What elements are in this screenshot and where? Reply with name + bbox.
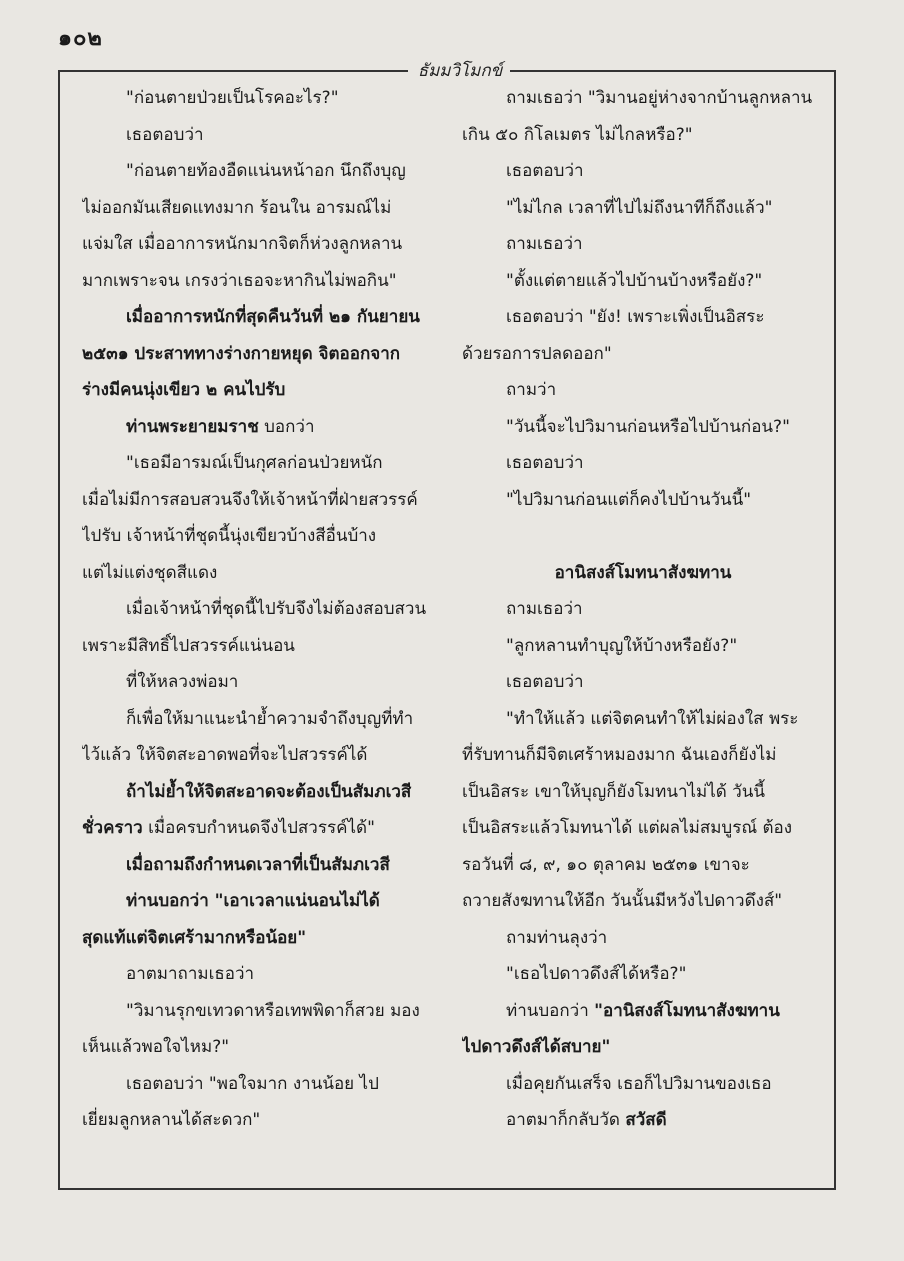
- left-column-line: "ก่อนตายท้องอืดแน่นหน้าอก นึกถึงบุญ: [126, 161, 406, 181]
- left-column-line: อาตมาถามเธอว่า: [126, 964, 255, 984]
- right-column-line: เป็นอิสระแล้วโมทนาได้ แต่ผลไม่สมบูรณ์ ต้อง: [462, 818, 793, 838]
- right-column-line: "เธอไปดาวดึงส์ได้หรือ?": [506, 964, 687, 984]
- left-column-line: แจ่มใส เมื่ออาการหนักมากจิตก็ห่วงลูกหลาน: [82, 234, 403, 254]
- right-column-line: เธอตอบว่า "ยัง! เพราะเพิ่งเป็นอิสระ: [506, 307, 765, 327]
- left-column: [82, 80, 444, 1139]
- left-column-line: แต่ไม่แต่งชุดสีแดง: [82, 562, 218, 583]
- left-column-line: เมื่ออาการหนักที่สุดคืนวันที่ ๒๑ กันยายน: [126, 307, 420, 327]
- left-column-line: ๒๕๓๑ ประสาททางร่างกายหยุด จิตออกจาก: [82, 343, 401, 364]
- right-column-line: "วันนี้จะไปวิมานก่อนหรือไปบ้านก่อน?": [506, 416, 790, 437]
- right-column-line: เธอตอบว่า: [506, 453, 584, 473]
- right-column-line: ที่รับทานก็มีจิตเศร้าหมองมาก ฉันเองก็ยังไม่: [462, 745, 777, 765]
- left-column-line: สุดแท้แต่จิตเศร้ามากหรือน้อย": [82, 927, 307, 948]
- right-column-line: ถามเธอว่า: [506, 234, 583, 254]
- right-column-line: "ลูกหลานทำบุญให้บ้างหรือยัง?": [506, 635, 738, 656]
- left-column-line: เพราะมีสิทธิ์ไปสวรรค์แน่นอน: [82, 635, 295, 656]
- left-column-line: เธอตอบว่า: [126, 124, 204, 145]
- left-column-line: เมื่อไม่มีการสอบสวนจึงให้เจ้าหน้าที่ฝ่ายสวรรค์: [82, 489, 418, 510]
- running-head: ธัมมวิโมกข์: [417, 61, 503, 81]
- left-column-line: "วิมานรุกขเทวดาหรือเทพพิดาก็สวย มอง: [126, 1000, 420, 1021]
- right-column-line: ถวายสังฆทานให้อีก วันนั้นมีหวังไปดาวดึงส์": [462, 891, 783, 911]
- right-column-line: เป็นอิสระ เขาให้บุญก็ยังโมทนาไม่ได้ วันนี้: [462, 781, 766, 802]
- right-column-line: อานิสงส์โมทนาสังฆทาน: [554, 562, 732, 583]
- right-column-line: ถามท่านลุงว่า: [506, 927, 608, 948]
- left-column-line: เยี่ยมลูกหลานได้สะดวก": [82, 1110, 261, 1130]
- right-column-line: "ไม่ไกล เวลาที่ไปไม่ถึงนาทีก็ถึงแล้ว": [506, 197, 773, 218]
- left-column-line: ถ้าไม่ย้ำให้จิตสะอาดจะต้องเป็นสัมภเวสี: [126, 781, 412, 802]
- right-column-line: [462, 518, 824, 555]
- right-column-line: เธอตอบว่า: [506, 161, 584, 181]
- left-column-line: เห็นแล้วพอใจไหม?": [82, 1037, 230, 1057]
- left-column-line: ท่านพระยายมราช บอกว่า: [126, 416, 315, 437]
- right-column-line: เธอตอบว่า: [506, 672, 584, 692]
- left-column-line: ไปรับ เจ้าหน้าที่ชุดนี้นุ่งเขียวบ้างสีอื่นบ้าง: [82, 526, 377, 546]
- right-column-line: รอวันที่ ๘, ๙, ๑๐ ตุลาคม ๒๕๓๑ เขาจะ: [462, 854, 750, 875]
- left-column-line: "ก่อนตายป่วยเป็นโรคอะไร?": [126, 88, 339, 108]
- left-column-line: เมื่อเจ้าหน้าที่ชุดนี้ไปรับจึงไม่ต้องสอบสวน: [126, 599, 427, 619]
- page-number: ๑๐๒: [58, 26, 103, 51]
- right-column-line: ด้วยรอการปลดออก": [462, 343, 612, 364]
- right-column-line: "ไปวิมานก่อนแต่ก็คงไปบ้านวันนี้": [506, 489, 752, 510]
- right-column-line: ถามว่า: [506, 380, 557, 400]
- left-column-line: "เธอมีอารมณ์เป็นกุศลก่อนป่วยหนัก: [126, 453, 383, 473]
- left-column-line: ไม่ออกมันเสียดแทงมาก ร้อนใน อารมณ์ไม่: [82, 197, 392, 218]
- left-column-line: เมื่อถามถึงกำหนดเวลาที่เป็นสัมภเวสี: [126, 854, 390, 875]
- left-column-line: เธอตอบว่า "พอใจมาก งานน้อย ไป: [126, 1073, 379, 1094]
- right-column-line: ถามเธอว่า: [506, 599, 583, 619]
- left-column-line: ร่างมีคนนุ่งเขียว ๒ คนไปรับ: [82, 380, 286, 400]
- right-column: [462, 80, 824, 1139]
- right-column-line: อาตมาก็กลับวัด สวัสดี: [506, 1110, 667, 1130]
- right-column-line: "ทำให้แล้ว แต่จิตคนทำให้ไม่ผ่องใส พระ: [506, 708, 799, 729]
- left-column-line: ก็เพื่อให้มาแนะนำย้ำความจำถึงบุญที่ทำ: [126, 708, 414, 729]
- right-column-line: เกิน ๕๐ กิโลเมตร ไม่ไกลหรือ?": [462, 124, 693, 145]
- left-column-line: ที่ให้หลวงพ่อมา: [126, 672, 239, 692]
- right-column-line: ไปดาวดึงส์ได้สบาย": [462, 1037, 611, 1057]
- left-column-line: ไว้แล้ว ให้จิตสะอาดพอที่จะไปสวรรค์ได้: [82, 745, 368, 765]
- right-column-line: ถามเธอว่า "วิมานอยู่ห่างจากบ้านลูกหลาน: [506, 88, 813, 108]
- left-column-line: มากเพราะจน เกรงว่าเธอจะหากินไม่พอกิน": [82, 270, 397, 291]
- right-column-line: ท่านบอกว่า "อานิสงส์โมทนาสังฆทาน: [506, 1000, 780, 1021]
- left-column-line: ชั่วคราว เมื่อครบกำหนดจึงไปสวรรค์ได้": [82, 818, 375, 838]
- left-column-line: ท่านบอกว่า "เอาเวลาแน่นอนไม่ได้: [126, 891, 380, 911]
- right-column-line: เมื่อคุยกันเสร็จ เธอก็ไปวิมานของเธอ: [506, 1073, 772, 1094]
- right-column-line: "ตั้งแต่ตายแล้วไปบ้านบ้างหรือยัง?": [506, 270, 763, 291]
